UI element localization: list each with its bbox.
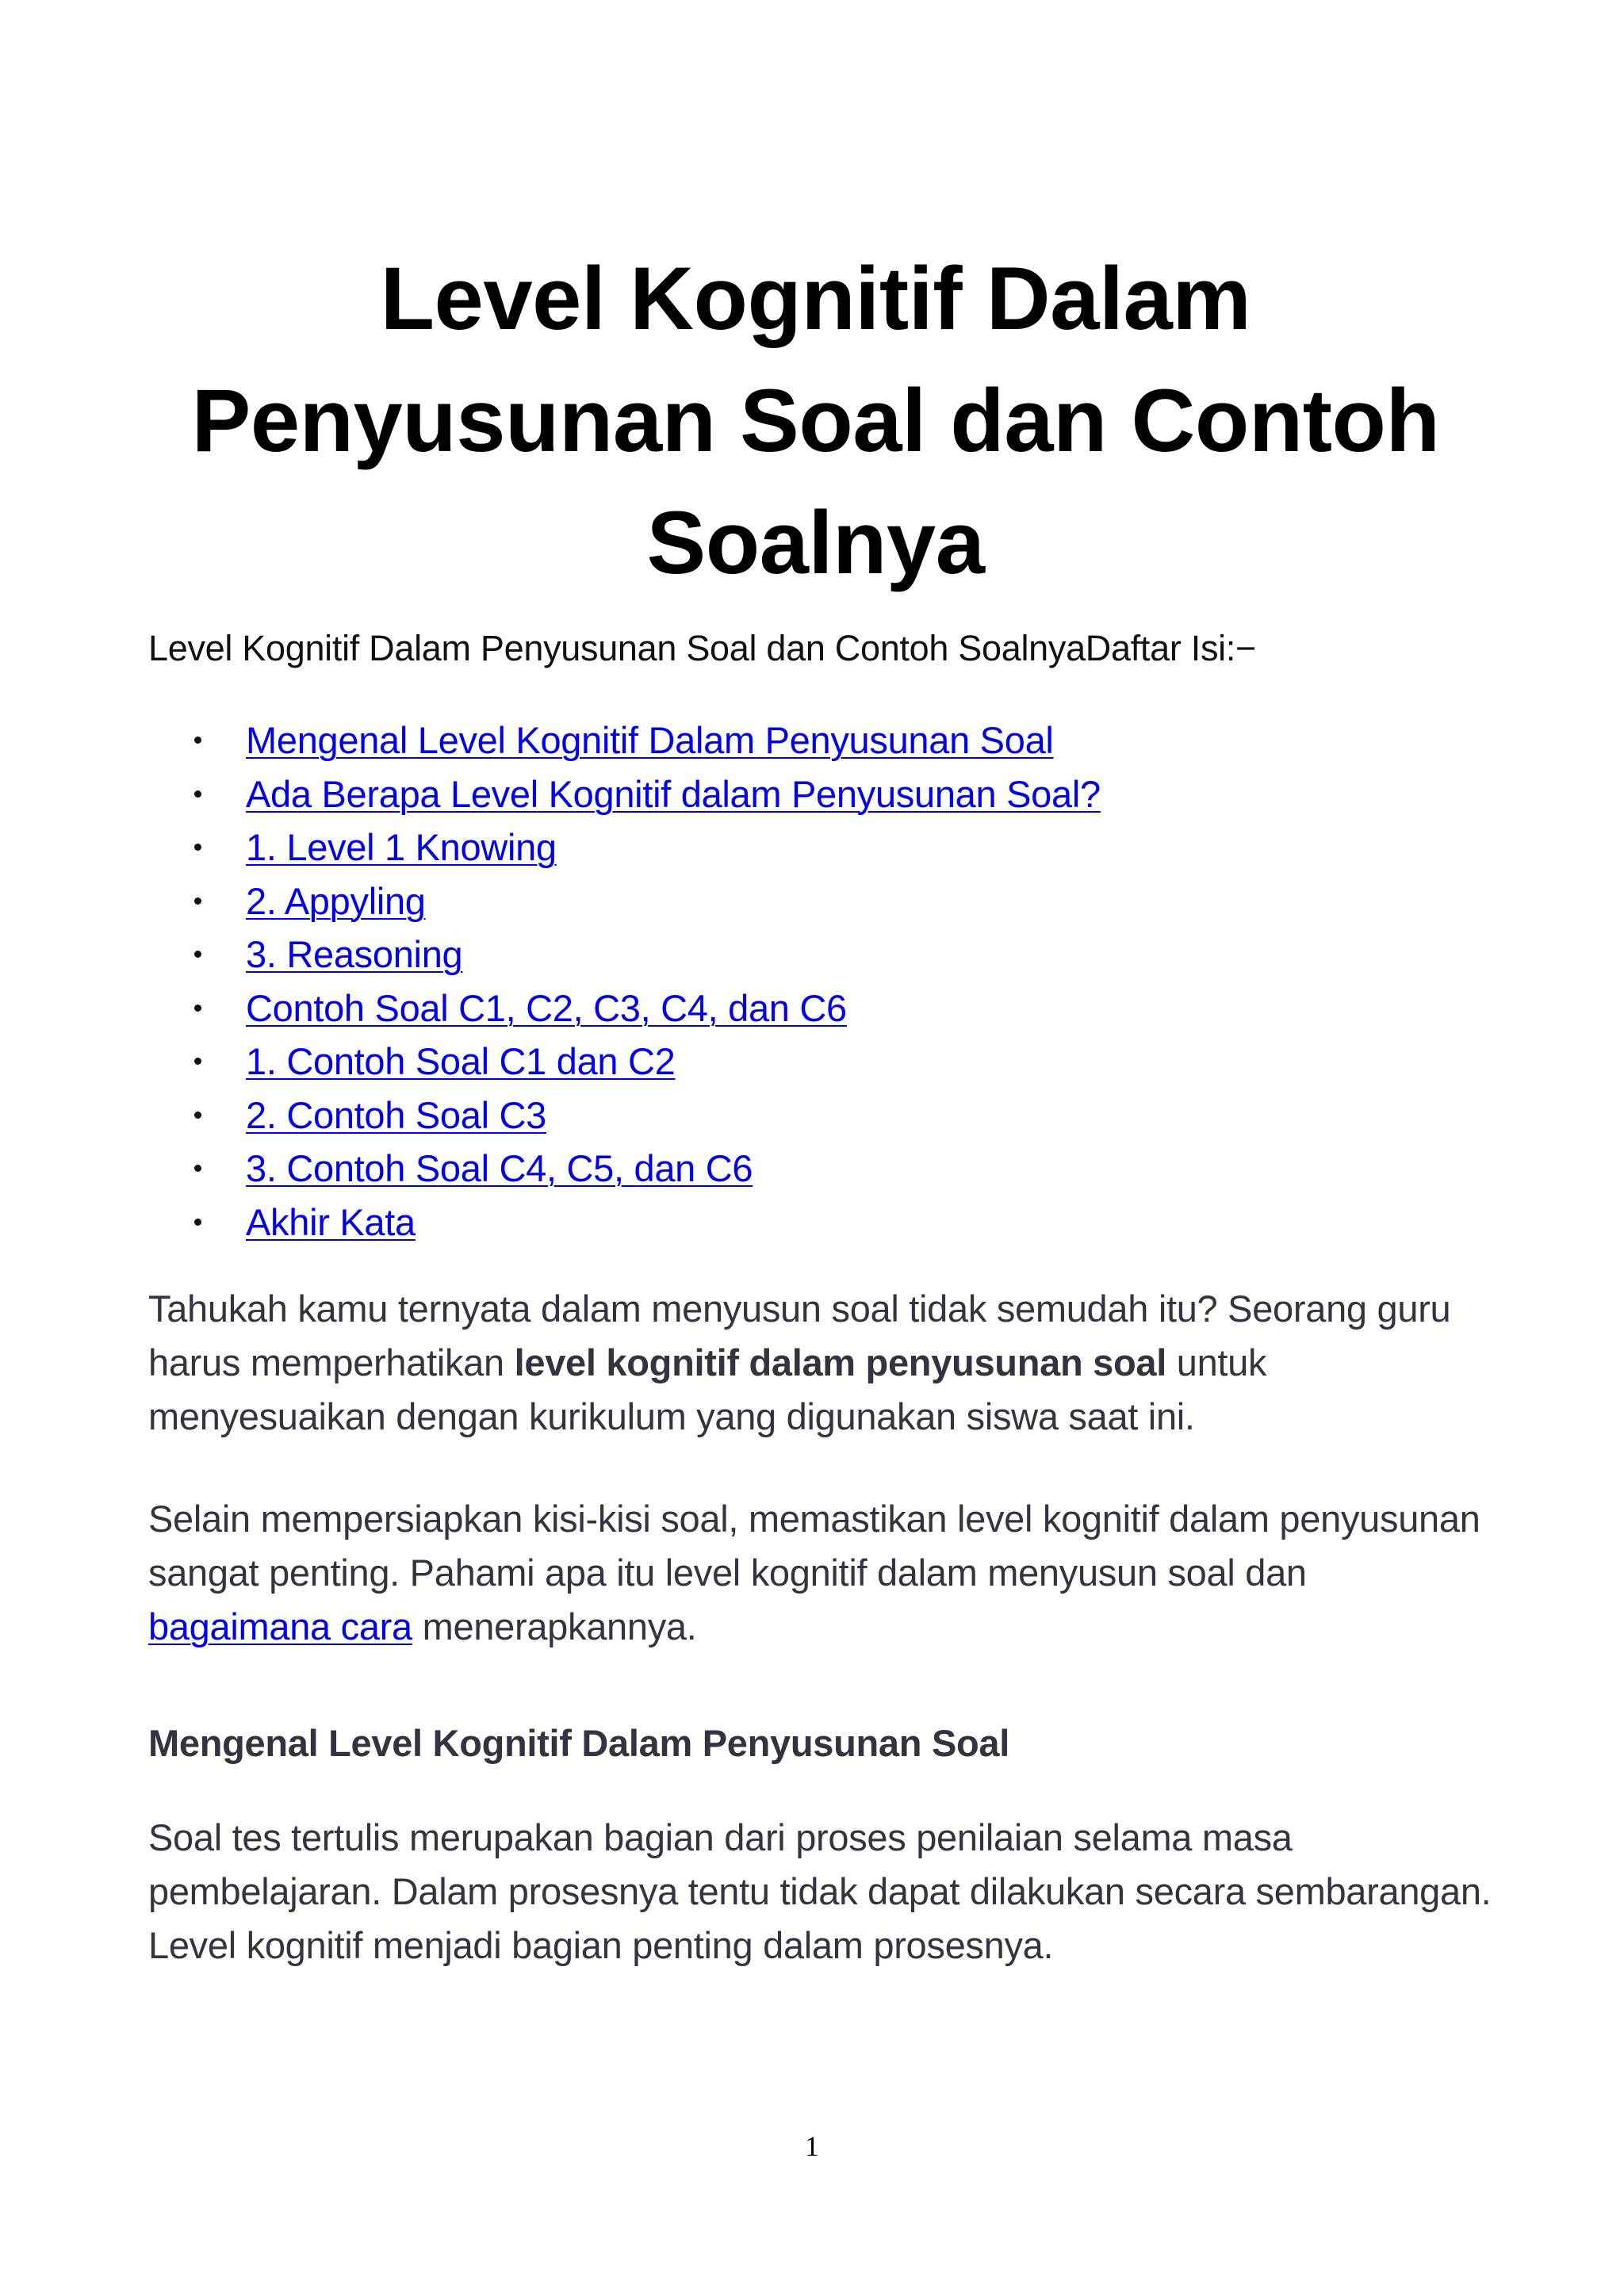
toc-heading: Level Kognitif Dalam Penyusunan Soal dan Contoh SoalnyaDaftar Isi:−	[148, 628, 1257, 668]
bagaimana-cara-link[interactable]: bagaimana cara	[148, 1605, 412, 1647]
section-heading: Mengenal Level Kognitif Dalam Penyusunan Soal	[148, 1722, 1009, 1764]
toc-link-contoh-c4-c6[interactable]: 3. Contoh Soal C4, C5, dan C6	[246, 1147, 753, 1189]
bullet-icon	[194, 844, 201, 851]
bullet-icon	[194, 1165, 201, 1172]
bullet-icon	[194, 790, 201, 798]
toc-item	[148, 821, 1496, 874]
toc-item	[148, 928, 1496, 982]
page-number: 1	[805, 2130, 819, 2162]
toc-item	[148, 1035, 1496, 1089]
bullet-icon	[194, 897, 201, 905]
toc-link-contoh-c3[interactable]: 2. Contoh Soal C3	[246, 1093, 546, 1136]
second-text-before: Selain mempersiapkan kisi-kisi soal, memastikan level kognitif dalam penyusunan sangat penting. Pahami apa itu level kognitif dalam menyusun soal dan	[148, 1498, 1480, 1594]
intro-paragraph	[148, 1282, 1496, 1444]
toc-item	[148, 874, 1496, 928]
toc-item	[148, 714, 1496, 767]
section-paragraph: Soal tes tertulis merupakan bagian dari proses penilaian selama masa pembelajaran. Dalam prosesnya tentu tidak dapat dilakukan secara sembarangan. Level kognitif menjadi bagian penting dalam prosesnya.	[148, 1816, 1492, 1966]
bullet-icon	[194, 951, 201, 958]
toc-item	[148, 982, 1496, 1035]
intro-text-after: untuk menyesuaikan dengan kurikulum yang digunakan siswa saat ini.	[148, 1341, 1267, 1437]
toc-link-applying[interactable]: 2. Appyling	[246, 879, 426, 922]
bullet-icon	[194, 1219, 201, 1226]
second-paragraph	[148, 1492, 1496, 1654]
bullet-icon	[194, 1112, 201, 1119]
bullet-icon	[194, 1004, 201, 1012]
toc-item	[148, 767, 1496, 821]
toc-link-knowing[interactable]: 1. Level 1 Knowing	[246, 826, 557, 868]
toc-item	[148, 1196, 1496, 1249]
intro-text-before: Tahukah kamu ternyata dalam menyusun soal tidak semudah itu? Seorang guru harus memperhatikan	[148, 1288, 1451, 1383]
document-title: Level Kognitif Dalam Penyusunan Soal dan Contoh Soalnya	[191, 249, 1440, 592]
second-text-after: menerapkannya.	[412, 1605, 697, 1647]
toc-link-ada-berapa[interactable]: Ada Berapa Level Kognitif dalam Penyusunan Soal?	[246, 772, 1101, 815]
intro-bold-phrase: level kognitif dalam penyusunan soal	[514, 1341, 1166, 1383]
toc-item	[148, 1142, 1496, 1196]
toc-link-mengenal[interactable]: Mengenal Level Kognitif Dalam Penyusunan Soal	[246, 719, 1054, 761]
toc-link-reasoning[interactable]: 3. Reasoning	[246, 933, 463, 975]
toc-link-contoh-soal[interactable]: Contoh Soal C1, C2, C3, C4, dan C6	[246, 986, 847, 1029]
bullet-icon	[194, 737, 201, 744]
toc-link-contoh-c1-c2[interactable]: 1. Contoh Soal C1 dan C2	[246, 1040, 676, 1082]
bullet-icon	[194, 1058, 201, 1065]
toc-item	[148, 1089, 1496, 1142]
table-of-contents	[148, 714, 1496, 1249]
toc-link-akhir-kata[interactable]: Akhir Kata	[246, 1200, 416, 1243]
